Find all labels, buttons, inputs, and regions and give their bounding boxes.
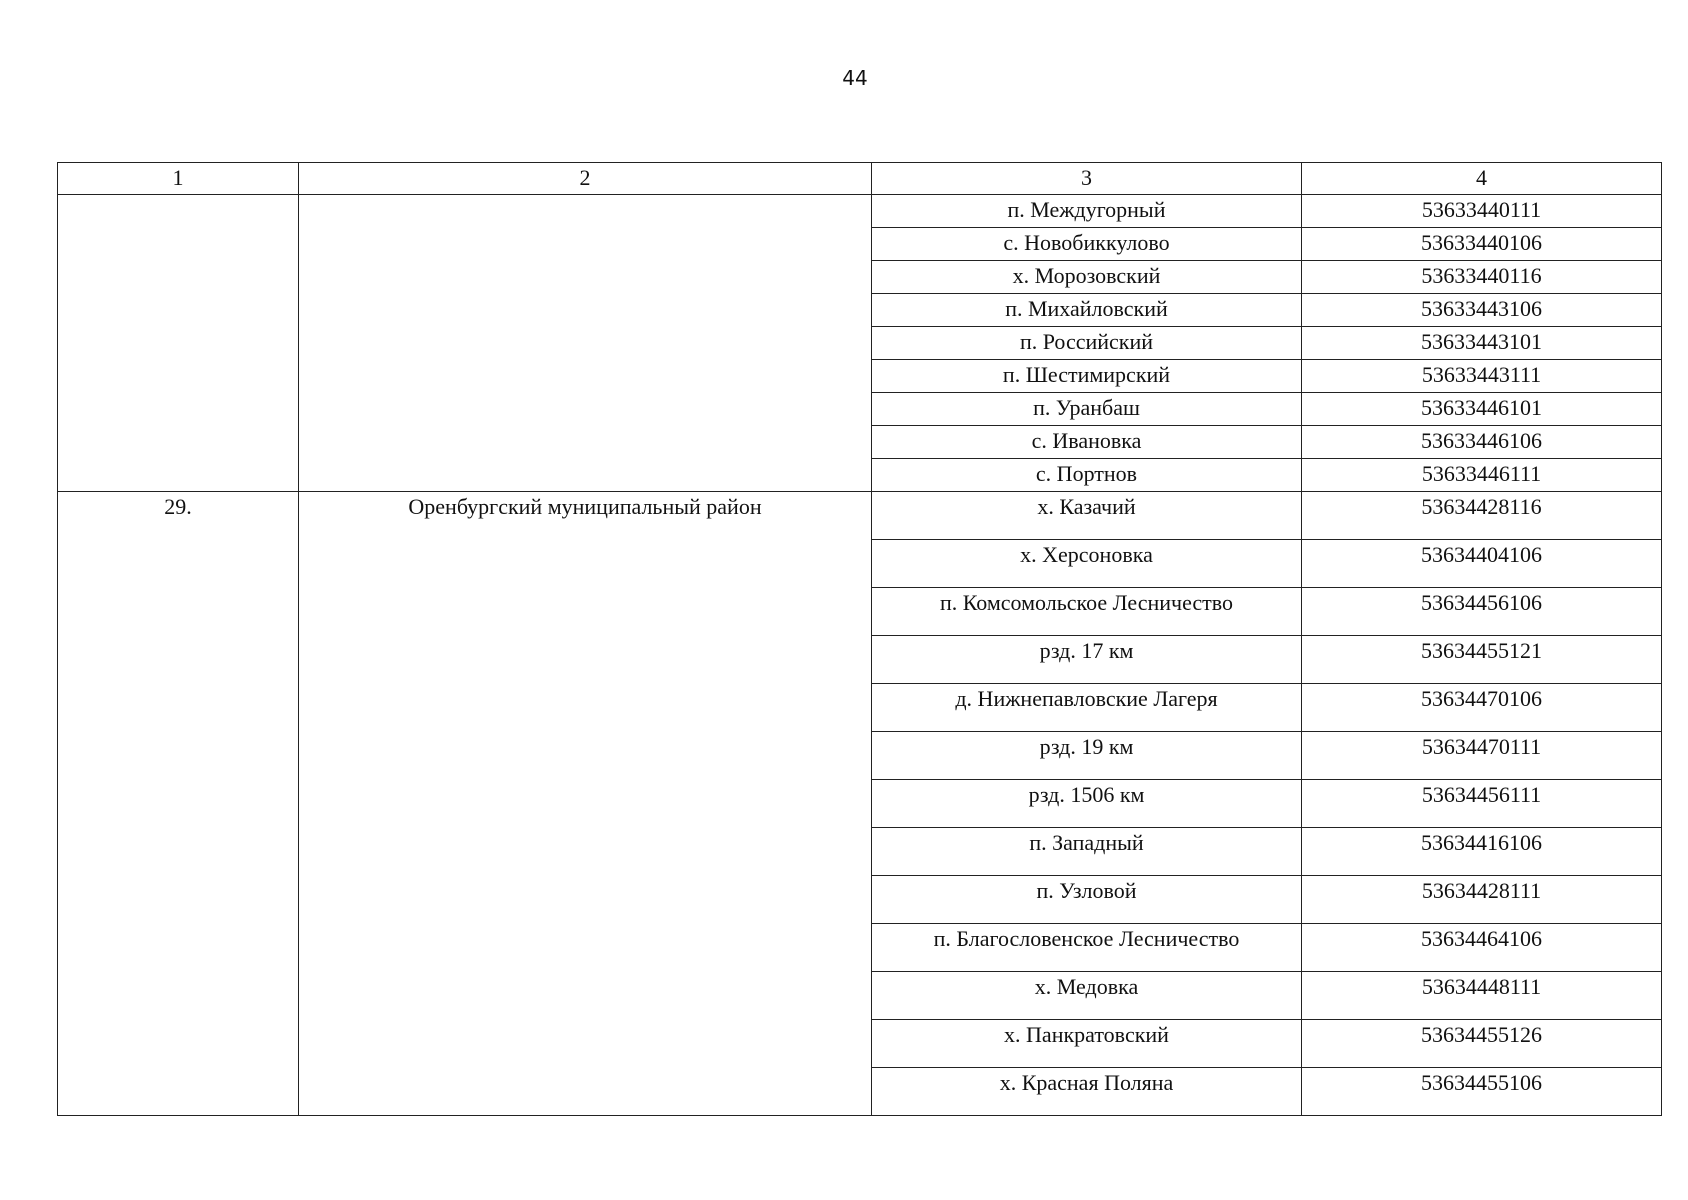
oktmo-code-cell: 53634428111: [1302, 876, 1662, 924]
settlement-cell: п. Западный: [872, 828, 1302, 876]
continuation-number-cell: [58, 195, 299, 492]
oktmo-code-cell: 53634470111: [1302, 732, 1662, 780]
settlement-cell: п. Шестимирский: [872, 360, 1302, 393]
continuation-district-cell: [299, 195, 872, 492]
column-header: 2: [299, 163, 872, 195]
oktmo-code-cell: 53634455126: [1302, 1020, 1662, 1068]
oktmo-code-cell: 53633443101: [1302, 327, 1662, 360]
oktmo-code-cell: 53634456106: [1302, 588, 1662, 636]
oktmo-code-cell: 53634455121: [1302, 636, 1662, 684]
oktmo-code-cell: 53633446101: [1302, 393, 1662, 426]
oktmo-code-cell: 53634416106: [1302, 828, 1662, 876]
settlement-cell: п. Михайловский: [872, 294, 1302, 327]
settlements-table: [57, 162, 1662, 1116]
settlement-cell: х. Херсоновка: [872, 540, 1302, 588]
settlement-cell: с. Новобиккулово: [872, 228, 1302, 261]
table-header-row: [58, 163, 1662, 195]
settlement-cell: д. Нижнепавловские Лагеря: [872, 684, 1302, 732]
table-row: [58, 195, 1662, 228]
settlement-cell: п. Уранбаш: [872, 393, 1302, 426]
column-header: 1: [58, 163, 299, 195]
settlement-cell: п. Российский: [872, 327, 1302, 360]
settlement-cell: х. Панкратовский: [872, 1020, 1302, 1068]
oktmo-code-cell: 53634404106: [1302, 540, 1662, 588]
settlement-cell: с. Ивановка: [872, 426, 1302, 459]
settlement-cell: х. Казачий: [872, 492, 1302, 540]
oktmo-code-cell: 53633440111: [1302, 195, 1662, 228]
district-number-cell: 29.: [58, 492, 299, 1116]
table-row: [58, 492, 1662, 540]
page-number: 44: [842, 66, 868, 90]
oktmo-code-cell: 53634456111: [1302, 780, 1662, 828]
oktmo-code-cell: 53634455106: [1302, 1068, 1662, 1116]
settlement-cell: х. Медовка: [872, 972, 1302, 1020]
settlement-cell: рзд. 19 км: [872, 732, 1302, 780]
settlement-cell: х. Морозовский: [872, 261, 1302, 294]
settlement-cell: х. Красная Поляна: [872, 1068, 1302, 1116]
oktmo-code-cell: 53633446111: [1302, 459, 1662, 492]
settlement-cell: рзд. 17 км: [872, 636, 1302, 684]
oktmo-code-cell: 53634464106: [1302, 924, 1662, 972]
settlement-cell: рзд. 1506 км: [872, 780, 1302, 828]
settlement-cell: п. Узловой: [872, 876, 1302, 924]
oktmo-code-cell: 53634470106: [1302, 684, 1662, 732]
settlement-cell: п. Междугорный: [872, 195, 1302, 228]
oktmo-code-cell: 53633443111: [1302, 360, 1662, 393]
oktmo-code-cell: 53633440116: [1302, 261, 1662, 294]
oktmo-code-cell: 53634428116: [1302, 492, 1662, 540]
oktmo-code-cell: 53634448111: [1302, 972, 1662, 1020]
settlement-cell: п. Комсомольское Лесничество: [872, 588, 1302, 636]
district-name-cell: Оренбургский муниципальный район: [299, 492, 872, 1116]
column-header: 3: [872, 163, 1302, 195]
settlement-cell: с. Портнов: [872, 459, 1302, 492]
column-header: 4: [1302, 163, 1662, 195]
settlement-cell: п. Благословенское Лесничество: [872, 924, 1302, 972]
oktmo-code-cell: 53633446106: [1302, 426, 1662, 459]
oktmo-code-cell: 53633443106: [1302, 294, 1662, 327]
oktmo-code-cell: 53633440106: [1302, 228, 1662, 261]
